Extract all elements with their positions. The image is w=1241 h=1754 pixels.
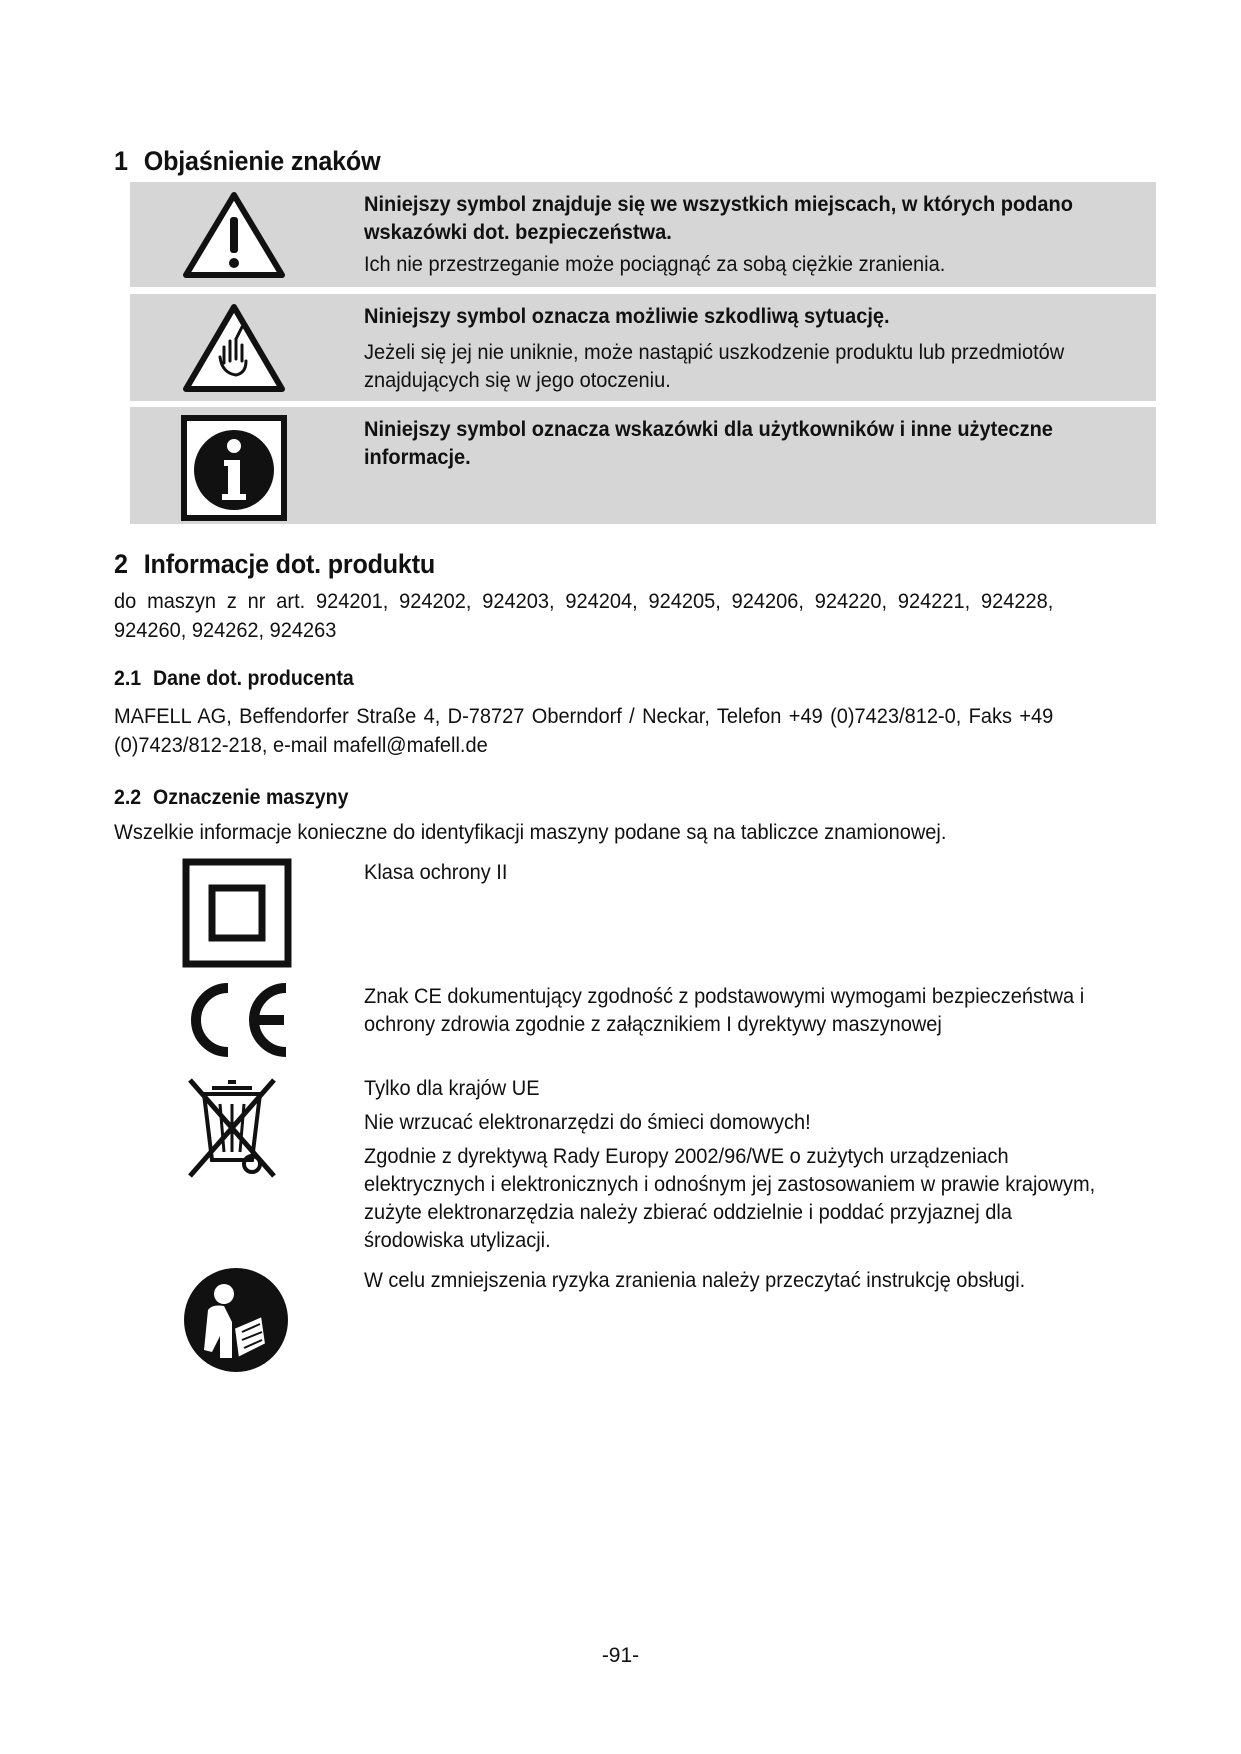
mark-row-read-manual [182,1266,1142,1376]
subsection-title: Dane dot. producenta [153,667,354,690]
mark-line: Tylko dla krajów UE [364,1076,540,1100]
mark-line: Zgodnie z dyrektywą Rady Europy 2002/96/WE o zużytych urządzeniach elektrycznych i elektronicznych i odnośnym jej zastosowaniem w prawie krajowym, zużyte elektronarzędzia należy zbierać oddzielnie i poddać przyjaznej dla środowiska utylizacji. [364,1144,1096,1252]
identification-text: Wszelkie informacje konieczne do identyfikacji maszyny podane są na tabliczce znamionowej. [114,820,947,844]
section-number: 2 [114,549,128,579]
section-number: 1 [114,146,128,176]
read-manual-icon [182,1266,290,1374]
mark-row-weee [182,1074,1142,1254]
warning-exclamation-icon [180,189,288,281]
mark-line: Klasa ochrony II [364,860,508,884]
sign-text [364,302,1089,394]
sign-bold-text: Niniejszy symbol oznacza wskazówki dla użytkowników i inne użyteczne informacje. [364,417,1053,469]
protection-class-ii-icon [182,858,292,968]
section-2-heading [114,549,435,580]
sign-text [364,415,1089,471]
mark-line: Znak CE dokumentujący zgodność z podstawowymi wymogami bezpieczeństwa i ochrony zdrowia zgodnie z załącznikiem I dyrektywy maszynowej [364,984,1085,1036]
sign-normal-text: Ich nie przestrzeganie może pociągnąć za sobą ciężkie zranienia. [364,252,946,276]
section-1-heading [114,146,380,177]
mark-line: Nie wrzucać elektronarzędzi do śmieci domowych! [364,1110,811,1134]
subsection-number: 2.1 [114,667,142,690]
sign-bold-text: Niniejszy symbol oznacza możliwie szkodliwą sytuację. [364,304,890,328]
information-icon [180,414,288,522]
mark-line: W celu zmniejszenia ryzyka zranienia należy przeczytać instrukcję obsługi. [364,1268,1026,1292]
sign-bold-text: Niniejszy symbol znajduje się we wszystkich miejscach, w których podano wskazówki dot. bezpieczeństwa. [364,192,1073,244]
subsection-title: Oznaczenie maszyny [153,786,349,809]
subsection-2-2-heading [114,786,348,810]
sign-row-safety [130,182,1156,287]
warning-hand-icon [180,301,288,395]
mark-text [364,858,1099,892]
sign-text [364,190,1089,278]
section-title: Objaśnienie znaków [143,146,381,176]
section-title: Informacje dot. produktu [143,549,436,579]
mark-row-ce [182,978,1142,1060]
mark-row-protection-class [182,858,1142,968]
sign-row-info [130,407,1156,524]
sign-normal-text: Jeżeli się jej nie uniknie, może nastąpić uszkodzenie produktu lub przedmiotów znajdujących się w jego otoczeniu. [364,340,1065,392]
manufacturer-details: MAFELL AG, Beffendorfer Straße 4, D-78727 Oberndorf / Neckar, Telefon +49 (0)7423/812-0, Faks +49 (0)7423/812-218, e-mail mafell@mafell.de [114,704,1054,757]
crossed-bin-icon [182,1074,282,1180]
ce-mark-icon [182,980,292,1060]
mark-text [364,982,1099,1044]
product-article-numbers: do maszyn z nr art. 924201, 924202, 924203, 924204, 924205, 924206, 924220, 924221, 924228, 924260, 924262, 924263 [114,589,1054,642]
mark-text [364,1266,1099,1300]
mark-text [364,1074,1099,1260]
subsection-number: 2.2 [114,786,142,809]
page-number: -91- [601,1644,640,1667]
sign-row-caution [130,294,1156,401]
subsection-2-1-heading [114,667,354,691]
